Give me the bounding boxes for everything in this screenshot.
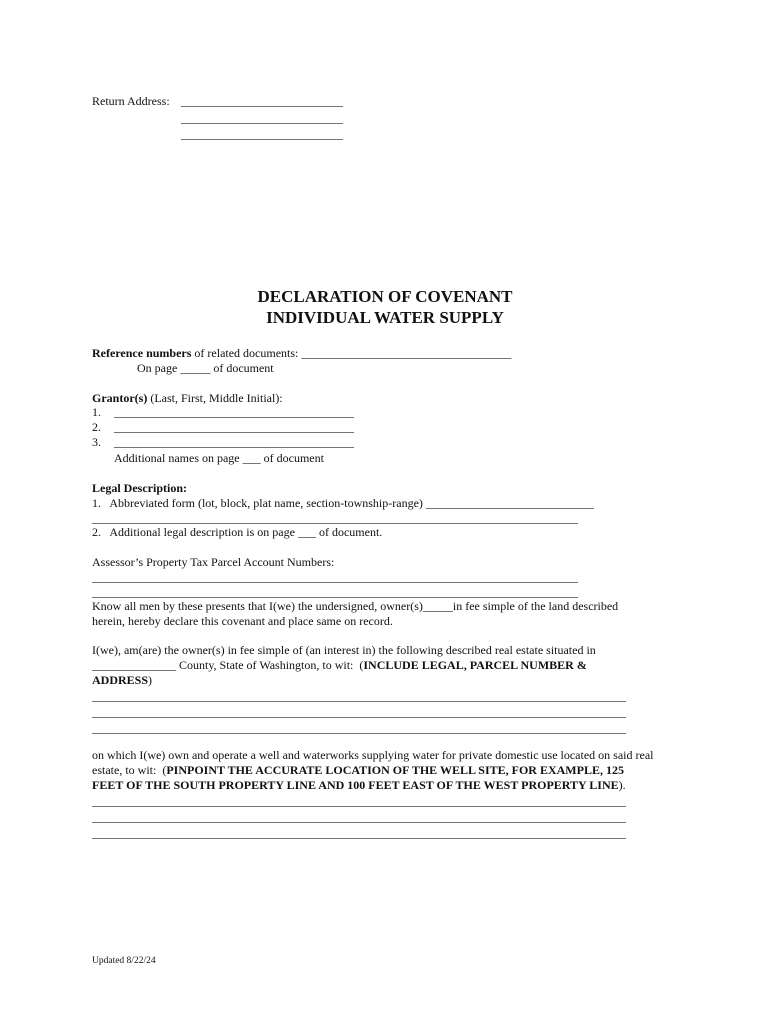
legal-item-1-continued: _________________________________________________________________________________	[92, 511, 578, 525]
grantor-number: 1.	[92, 405, 101, 419]
owners-blank-line: _________________________________________________________________________________________	[92, 721, 626, 735]
owners-instruction: INCLUDE LEGAL, PARCEL NUMBER &	[363, 658, 587, 672]
well-line: on which I(we) own and operate a well and waterworks supplying water for private domestic use located on said real	[92, 748, 654, 762]
grantor-heading	[92, 391, 283, 406]
well-blank-line: _________________________________________________________________________________________	[92, 826, 626, 840]
know-all-line: Know all men by these presents that I(we) the undersigned, owner(s)_____in fee simple of the land described	[92, 599, 619, 613]
document-title: DECLARATION OF COVENANT	[257, 287, 513, 306]
well-instruction: PINPOINT THE ACCURATE LOCATION OF THE WELL SITE, FOR EXAMPLE, 125	[166, 763, 624, 777]
grantor-label: Grantor(s)	[92, 391, 148, 405]
grantor-blank: ________________________________________	[114, 420, 354, 434]
assessor-label: Assessor’s Property Tax Parcel Account Numbers:	[92, 555, 335, 569]
owners-blank-line: _________________________________________________________________________________________	[92, 689, 626, 703]
well-blank-line: _________________________________________________________________________________________	[92, 810, 626, 824]
updated-date-footer: Updated 8/22/24	[92, 956, 156, 966]
legal-label: Legal Description:	[92, 481, 187, 495]
well-text: estate, to wit: (	[92, 763, 167, 777]
grantor-blank: ________________________________________	[114, 435, 354, 449]
return-address-line: ___________________________	[181, 94, 343, 108]
grantor-blank: ________________________________________	[114, 405, 354, 419]
owners-line: I(we), am(are) the owner(s) in fee simple of (an interest in) the following described real estate situated in	[92, 643, 596, 657]
owners-line	[92, 658, 587, 673]
owners-blank-line: _________________________________________________________________________________________	[92, 705, 626, 719]
legal-item-2: 2. Additional legal description is on page ___ of document.	[92, 525, 383, 539]
reference-line	[92, 346, 511, 361]
grantor-additional: Additional names on page ___ of document	[114, 451, 324, 465]
well-close-paren: ).	[618, 778, 626, 792]
owners-county-text: ______________ County, State of Washington, to wit: (	[92, 658, 364, 672]
owners-line	[92, 673, 152, 688]
return-address-label: Return Address:	[92, 94, 170, 108]
well-blank-line: _________________________________________________________________________________________	[92, 794, 626, 808]
grantor-text: (Last, First, Middle Initial):	[147, 391, 283, 405]
well-line	[92, 763, 624, 778]
assessor-line: _________________________________________________________________________________	[92, 570, 578, 584]
assessor-line: _________________________________________________________________________________	[92, 585, 578, 599]
grantor-number: 3.	[92, 435, 101, 449]
reference-label: Reference numbers	[92, 346, 192, 360]
reference-on-page: On page _____ of document	[137, 361, 274, 375]
well-line	[92, 778, 626, 793]
return-address-line: ___________________________	[181, 127, 343, 141]
return-address-line: ___________________________	[181, 111, 343, 125]
legal-item-1: 1. Abbreviated form (lot, block, plat name, section-township-range) ____________________________	[92, 496, 594, 510]
know-all-line: herein, hereby declare this covenant and place same on record.	[92, 614, 393, 628]
well-instruction: FEET OF THE SOUTH PROPERTY LINE AND 100 FEET EAST OF THE WEST PROPERTY LINE	[92, 778, 619, 792]
grantor-number: 2.	[92, 420, 101, 434]
owners-close-paren: )	[148, 673, 153, 687]
owners-instruction: ADDRESS	[92, 673, 149, 687]
document-subtitle: INDIVIDUAL WATER SUPPLY	[266, 308, 504, 327]
reference-text: of related documents: ___________________________________	[191, 346, 512, 360]
